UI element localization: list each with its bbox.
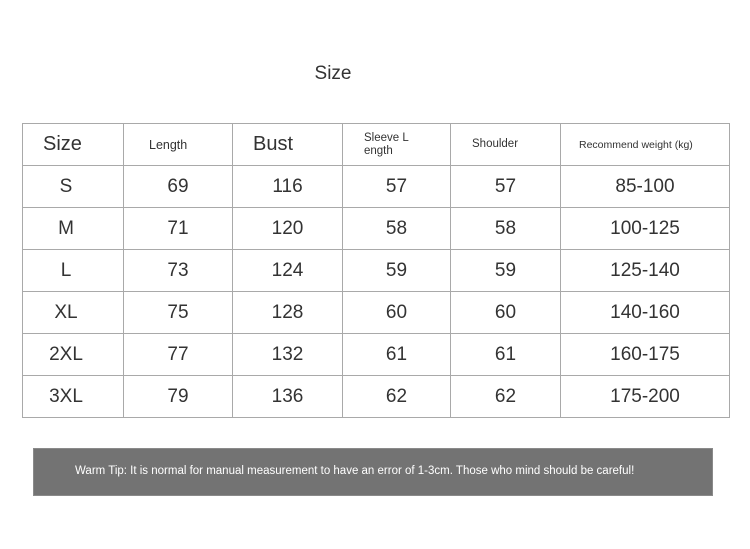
cell-weight: 125-140 (561, 250, 730, 292)
cell-bust: 120 (233, 208, 343, 250)
table-header-row (23, 124, 730, 166)
cell-size: XL (23, 292, 124, 334)
cell-shoulder: 57 (451, 166, 561, 208)
cell-size: L (23, 250, 124, 292)
cell-bust: 116 (233, 166, 343, 208)
cell-size: 3XL (23, 376, 124, 418)
cell-shoulder: 62 (451, 376, 561, 418)
cell-shoulder: 59 (451, 250, 561, 292)
cell-weight: 140-160 (561, 292, 730, 334)
cell-weight: 175-200 (561, 376, 730, 418)
header-sleeve-line2: ength (364, 144, 393, 157)
cell-sleeve: 62 (343, 376, 451, 418)
warm-tip-text: Warm Tip: It is normal for manual measurement to have an error of 1-3cm. Those who mind should be careful! (75, 465, 635, 477)
warm-tip-banner (33, 448, 713, 496)
cell-length: 73 (124, 250, 233, 292)
cell-sleeve: 61 (343, 334, 451, 376)
cell-length: 69 (124, 166, 233, 208)
cell-weight: 100-125 (561, 208, 730, 250)
cell-sleeve: 58 (343, 208, 451, 250)
cell-bust: 136 (233, 376, 343, 418)
table-row (23, 166, 730, 208)
cell-bust: 128 (233, 292, 343, 334)
cell-length: 71 (124, 208, 233, 250)
page-title: Size (314, 63, 352, 84)
cell-sleeve: 57 (343, 166, 451, 208)
cell-weight: 160-175 (561, 334, 730, 376)
header-sleeve-line1: Sleeve L (364, 131, 409, 144)
cell-length: 79 (124, 376, 233, 418)
cell-size: M (23, 208, 124, 250)
header-sleeve-length (343, 124, 451, 166)
cell-length: 75 (124, 292, 233, 334)
cell-size: S (23, 166, 124, 208)
header-recommend-weight: Recommend weight (kg) (561, 124, 730, 166)
table-row (23, 250, 730, 292)
cell-shoulder: 58 (451, 208, 561, 250)
cell-sleeve: 59 (343, 250, 451, 292)
cell-shoulder: 60 (451, 292, 561, 334)
cell-sleeve: 60 (343, 292, 451, 334)
size-chart-table (22, 123, 730, 418)
cell-weight: 85-100 (561, 166, 730, 208)
header-shoulder: Shoulder (451, 124, 561, 166)
table-row (23, 334, 730, 376)
cell-bust: 132 (233, 334, 343, 376)
cell-length: 77 (124, 334, 233, 376)
cell-bust: 124 (233, 250, 343, 292)
header-bust: Bust (233, 124, 343, 166)
table-row (23, 208, 730, 250)
header-size: Size (23, 124, 124, 166)
cell-shoulder: 61 (451, 334, 561, 376)
cell-size: 2XL (23, 334, 124, 376)
table-row (23, 292, 730, 334)
header-length: Length (124, 124, 233, 166)
table-row (23, 376, 730, 418)
